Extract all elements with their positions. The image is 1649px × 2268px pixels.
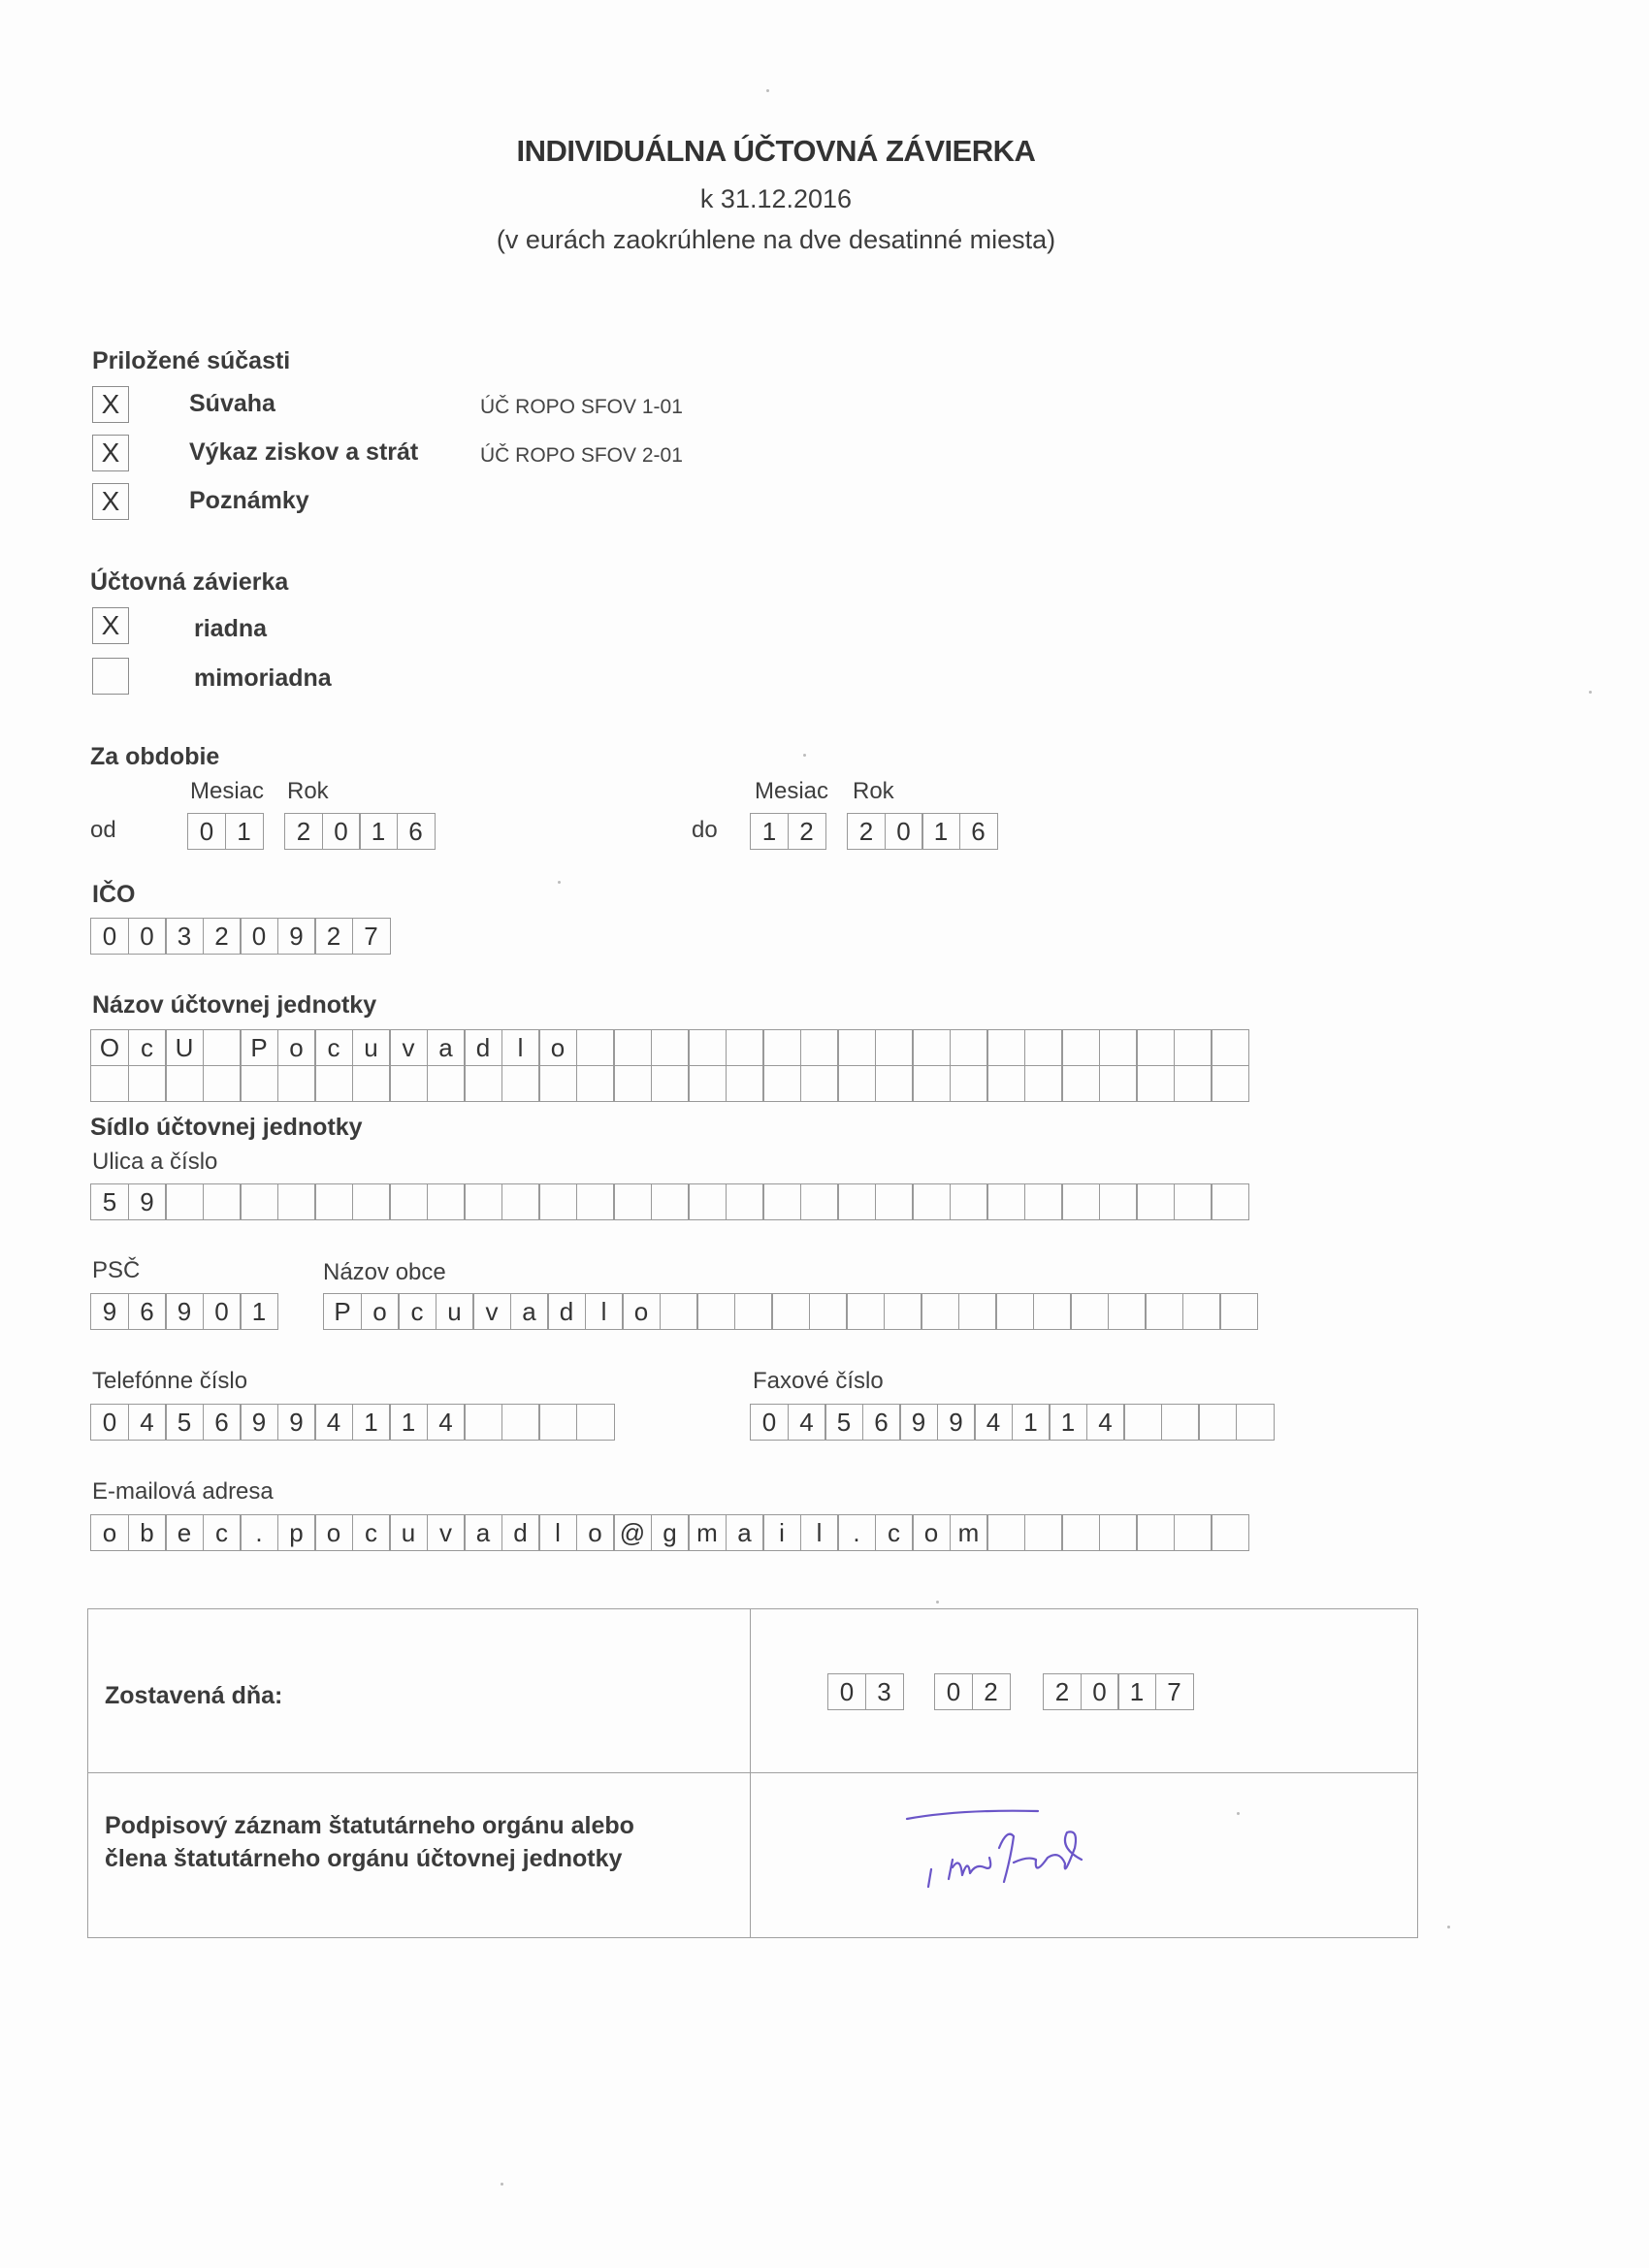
char-box[interactable]: 9	[90, 1293, 129, 1330]
char-box[interactable]: 1	[922, 813, 960, 850]
char-box[interactable]: 6	[203, 1404, 242, 1441]
char-box[interactable]	[912, 1183, 951, 1220]
char-box[interactable]: 7	[1155, 1673, 1194, 1710]
char-box[interactable]: d	[547, 1293, 586, 1330]
char-box[interactable]	[1211, 1514, 1249, 1551]
char-box[interactable]: 2	[847, 813, 886, 850]
char-box[interactable]	[1211, 1065, 1249, 1102]
char-box[interactable]: b	[128, 1514, 167, 1551]
signature-table	[87, 1608, 1418, 1938]
char-box[interactable]: 4	[1086, 1404, 1125, 1441]
char-box[interactable]: O	[90, 1029, 129, 1066]
char-box[interactable]	[1236, 1404, 1275, 1441]
char-box[interactable]	[165, 1065, 204, 1102]
char-box[interactable]: d	[464, 1029, 502, 1066]
char-box[interactable]: 0	[885, 813, 923, 850]
char-box[interactable]: l	[538, 1514, 577, 1551]
char-box[interactable]	[1024, 1514, 1063, 1551]
checkbox-suvaha[interactable]: X	[92, 386, 129, 423]
to-year-label: Rok	[853, 778, 894, 804]
checkbox-mimoriadna[interactable]	[92, 658, 129, 695]
char-box[interactable]	[1099, 1183, 1138, 1220]
char-box[interactable]: 1	[352, 1404, 391, 1441]
char-box[interactable]	[986, 1029, 1025, 1066]
char-box[interactable]: 2	[788, 813, 826, 850]
char-box[interactable]: c	[352, 1514, 391, 1551]
entity-name-row-2[interactable]	[90, 1065, 1248, 1102]
char-box[interactable]: c	[398, 1293, 436, 1330]
char-box[interactable]	[352, 1065, 391, 1102]
char-box[interactable]: o	[314, 1514, 353, 1551]
fax-boxes[interactable]	[750, 1404, 1273, 1441]
char-box[interactable]: @	[613, 1514, 652, 1551]
char-box[interactable]	[1136, 1029, 1175, 1066]
closing-type-heading: Účtovná závierka	[90, 568, 289, 596]
char-box[interactable]	[501, 1404, 540, 1441]
char-box[interactable]: 0	[322, 813, 361, 850]
label-vykaz: Výkaz ziskov a strát	[189, 438, 419, 466]
char-box[interactable]	[1099, 1514, 1138, 1551]
table-row-divider	[87, 1772, 1418, 1773]
char-box[interactable]	[734, 1293, 773, 1330]
char-box[interactable]	[277, 1183, 316, 1220]
char-box[interactable]	[501, 1065, 540, 1102]
char-box[interactable]: 1	[1117, 1673, 1156, 1710]
char-box[interactable]: P	[323, 1293, 362, 1330]
char-box[interactable]	[427, 1183, 466, 1220]
code-vykaz: ÚČ ROPO SFOV 2-01	[480, 444, 683, 467]
char-box[interactable]	[809, 1293, 848, 1330]
char-box[interactable]	[314, 1065, 353, 1102]
char-box[interactable]	[875, 1183, 914, 1220]
checkbox-vykaz[interactable]: X	[92, 435, 129, 471]
char-box[interactable]	[277, 1065, 316, 1102]
to-label: do	[692, 817, 718, 843]
psc-boxes[interactable]	[90, 1293, 277, 1330]
char-box[interactable]	[576, 1404, 615, 1441]
char-box[interactable]	[884, 1293, 922, 1330]
char-box[interactable]	[762, 1183, 801, 1220]
char-box[interactable]: 3	[165, 918, 204, 955]
char-box[interactable]	[1174, 1514, 1212, 1551]
char-box[interactable]	[352, 1183, 391, 1220]
char-box[interactable]	[651, 1029, 690, 1066]
char-box[interactable]	[314, 1183, 353, 1220]
char-box[interactable]	[696, 1293, 735, 1330]
attachments-heading: Priložené súčasti	[92, 347, 291, 374]
char-box[interactable]	[660, 1293, 698, 1330]
entity-name-label: Názov účtovnej jednotky	[92, 991, 377, 1019]
char-box[interactable]: 4	[427, 1404, 466, 1441]
char-box[interactable]	[1070, 1293, 1109, 1330]
char-box[interactable]: m	[688, 1514, 727, 1551]
phone-label: Telefónne číslo	[92, 1368, 248, 1394]
char-box[interactable]: l	[501, 1029, 540, 1066]
char-box[interactable]	[688, 1029, 727, 1066]
char-box[interactable]: 9	[165, 1293, 204, 1330]
char-box[interactable]: o	[277, 1029, 316, 1066]
fax-label: Faxové číslo	[753, 1368, 884, 1394]
email-boxes[interactable]	[90, 1514, 1248, 1551]
char-box[interactable]	[1033, 1293, 1072, 1330]
char-box[interactable]: o	[538, 1029, 577, 1066]
char-box[interactable]	[427, 1065, 466, 1102]
signature-strokes	[907, 1811, 1082, 1887]
char-box[interactable]	[576, 1029, 615, 1066]
char-box[interactable]: 2	[972, 1673, 1011, 1710]
char-box[interactable]: 9	[277, 918, 316, 955]
char-box[interactable]: 5	[165, 1404, 204, 1441]
seat-label: Sídlo účtovnej jednotky	[90, 1114, 363, 1141]
from-month-boxes[interactable]	[187, 813, 262, 850]
char-box[interactable]	[837, 1029, 876, 1066]
char-box[interactable]: 9	[128, 1183, 167, 1220]
char-box[interactable]: 0	[90, 1404, 129, 1441]
char-box[interactable]	[389, 1183, 428, 1220]
char-box[interactable]	[875, 1029, 914, 1066]
char-box[interactable]: o	[361, 1293, 400, 1330]
scan-speck	[1237, 1812, 1240, 1815]
to-month-boxes[interactable]	[750, 813, 824, 850]
town-label: Názov obce	[323, 1259, 446, 1285]
email-label: E-mailová adresa	[92, 1478, 274, 1505]
char-box[interactable]	[800, 1183, 839, 1220]
scan-speck	[766, 89, 769, 92]
char-box[interactable]	[1061, 1183, 1100, 1220]
compiled-day-boxes[interactable]	[827, 1673, 902, 1710]
from-year-boxes[interactable]	[284, 813, 434, 850]
char-box[interactable]: 0	[90, 918, 129, 955]
char-box[interactable]: p	[277, 1514, 316, 1551]
char-box[interactable]	[1174, 1183, 1212, 1220]
char-box[interactable]	[800, 1029, 839, 1066]
char-box[interactable]: 9	[899, 1404, 938, 1441]
char-box[interactable]	[846, 1293, 885, 1330]
checkbox-poznamky[interactable]: X	[92, 483, 129, 520]
char-box[interactable]: 4	[314, 1404, 353, 1441]
char-box[interactable]: 0	[934, 1673, 973, 1710]
char-box[interactable]	[950, 1183, 988, 1220]
char-box[interactable]: 2	[1043, 1673, 1082, 1710]
char-box[interactable]	[726, 1029, 764, 1066]
char-box[interactable]	[1099, 1065, 1138, 1102]
char-box[interactable]: l	[800, 1514, 839, 1551]
char-box[interactable]	[613, 1183, 652, 1220]
char-box[interactable]: 0	[128, 918, 167, 955]
char-box[interactable]	[950, 1029, 988, 1066]
char-box[interactable]: c	[314, 1029, 353, 1066]
to-year-boxes[interactable]	[847, 813, 996, 850]
char-box[interactable]	[203, 1183, 242, 1220]
signature-label-line-2: člena štatutárneho orgánu účtovnej jednotky	[105, 1845, 623, 1872]
char-box[interactable]	[762, 1029, 801, 1066]
char-box[interactable]: P	[240, 1029, 278, 1066]
char-box[interactable]: g	[651, 1514, 690, 1551]
street-label: Ulica a číslo	[92, 1149, 218, 1175]
char-box[interactable]: 3	[865, 1673, 904, 1710]
char-box[interactable]: 1	[240, 1293, 278, 1330]
char-box[interactable]	[1174, 1029, 1212, 1066]
char-box[interactable]: o	[912, 1514, 951, 1551]
char-box[interactable]: 0	[750, 1404, 789, 1441]
char-box[interactable]	[1219, 1293, 1258, 1330]
char-box[interactable]: 6	[128, 1293, 167, 1330]
scan-speck	[1447, 1926, 1450, 1928]
char-box[interactable]: e	[165, 1514, 204, 1551]
char-box[interactable]: o	[90, 1514, 129, 1551]
char-box[interactable]	[800, 1065, 839, 1102]
town-boxes[interactable]	[323, 1293, 1257, 1330]
street-boxes[interactable]	[90, 1183, 1248, 1220]
char-box[interactable]: 2	[203, 918, 242, 955]
label-mimoriadna: mimoriadna	[194, 664, 332, 692]
compiled-year-boxes[interactable]	[1043, 1673, 1192, 1710]
char-box[interactable]	[912, 1065, 951, 1102]
char-box[interactable]	[240, 1183, 278, 1220]
char-box[interactable]	[995, 1293, 1034, 1330]
scan-speck	[803, 754, 806, 757]
char-box[interactable]	[165, 1183, 204, 1220]
char-box[interactable]	[464, 1183, 502, 1220]
char-box[interactable]: o	[576, 1514, 615, 1551]
char-box[interactable]: 5	[824, 1404, 863, 1441]
char-box[interactable]: l	[585, 1293, 624, 1330]
char-box[interactable]	[1108, 1293, 1147, 1330]
from-year-label: Rok	[287, 778, 329, 804]
char-box[interactable]: 4	[788, 1404, 826, 1441]
char-box[interactable]: o	[622, 1293, 661, 1330]
char-box[interactable]: c	[203, 1514, 242, 1551]
currency-note: (v eurách zaokrúhlene na dve desatinné miesta)	[496, 225, 1056, 254]
char-box[interactable]: 0	[187, 813, 226, 850]
char-box[interactable]	[986, 1183, 1025, 1220]
char-box[interactable]: 1	[750, 813, 789, 850]
checkbox-riadna[interactable]: X	[92, 607, 129, 644]
char-box[interactable]	[576, 1183, 615, 1220]
char-box[interactable]: v	[472, 1293, 511, 1330]
entity-name-row-1[interactable]	[90, 1029, 1248, 1066]
period-heading: Za obdobie	[90, 743, 220, 770]
char-box[interactable]: 0	[1081, 1673, 1119, 1710]
char-box[interactable]	[1061, 1514, 1100, 1551]
char-box[interactable]: 1	[1049, 1404, 1087, 1441]
char-box[interactable]	[1024, 1065, 1063, 1102]
scan-speck	[1589, 691, 1592, 694]
char-box[interactable]	[950, 1065, 988, 1102]
char-box[interactable]	[1123, 1404, 1162, 1441]
char-box[interactable]	[771, 1293, 810, 1330]
psc-label: PSČ	[92, 1257, 141, 1283]
char-box[interactable]	[203, 1029, 242, 1066]
char-box[interactable]: 5	[90, 1183, 129, 1220]
label-riadna: riadna	[194, 615, 268, 642]
label-poznamky: Poznámky	[189, 487, 309, 514]
char-box[interactable]	[538, 1065, 577, 1102]
document-date: k 31.12.2016	[699, 184, 853, 213]
phone-boxes[interactable]	[90, 1404, 613, 1441]
char-box[interactable]	[1161, 1404, 1200, 1441]
char-box[interactable]: 1	[1012, 1404, 1051, 1441]
char-box[interactable]: 2	[314, 918, 353, 955]
scan-speck	[936, 1601, 939, 1604]
char-box[interactable]: c	[128, 1029, 167, 1066]
document-title: INDIVIDUÁLNA ÚČTOVNÁ ZÁVIERKA	[516, 134, 1036, 168]
char-box[interactable]: v	[427, 1514, 466, 1551]
code-suvaha: ÚČ ROPO SFOV 1-01	[480, 396, 683, 418]
char-box[interactable]: 1	[359, 813, 398, 850]
char-box[interactable]	[762, 1065, 801, 1102]
char-box[interactable]: c	[875, 1514, 914, 1551]
char-box[interactable]: 4	[128, 1404, 167, 1441]
char-box[interactable]	[464, 1404, 502, 1441]
compiled-label: Zostavená dňa:	[105, 1682, 283, 1709]
char-box[interactable]: m	[950, 1514, 988, 1551]
char-box[interactable]	[1136, 1065, 1175, 1102]
scan-speck	[501, 2183, 503, 2186]
char-box[interactable]	[1099, 1029, 1138, 1066]
char-box[interactable]	[538, 1183, 577, 1220]
char-box[interactable]: u	[352, 1029, 391, 1066]
char-box[interactable]	[613, 1065, 652, 1102]
char-box[interactable]	[613, 1029, 652, 1066]
char-box[interactable]	[875, 1065, 914, 1102]
char-box[interactable]: 0	[203, 1293, 242, 1330]
char-box[interactable]	[1211, 1183, 1249, 1220]
char-box[interactable]: a	[726, 1514, 764, 1551]
char-box[interactable]	[837, 1065, 876, 1102]
char-box[interactable]	[1145, 1293, 1183, 1330]
char-box[interactable]: 6	[397, 813, 436, 850]
table-column-divider	[750, 1608, 751, 1938]
char-box[interactable]: i	[762, 1514, 801, 1551]
char-box[interactable]: a	[464, 1514, 502, 1551]
handwritten-signature	[892, 1790, 1183, 1916]
char-box[interactable]: 6	[959, 813, 998, 850]
char-box[interactable]	[986, 1514, 1025, 1551]
char-box[interactable]	[726, 1183, 764, 1220]
char-box[interactable]: u	[436, 1293, 474, 1330]
char-box[interactable]	[1136, 1183, 1175, 1220]
char-box[interactable]	[501, 1183, 540, 1220]
char-box[interactable]: 2	[284, 813, 323, 850]
char-box[interactable]	[240, 1065, 278, 1102]
signature-label-line-1: Podpisový záznam štatutárneho orgánu alebo	[105, 1812, 634, 1839]
char-box[interactable]: .	[240, 1514, 278, 1551]
char-box[interactable]	[576, 1065, 615, 1102]
char-box[interactable]: 7	[352, 918, 391, 955]
char-box[interactable]	[1061, 1065, 1100, 1102]
char-box[interactable]	[203, 1065, 242, 1102]
char-box[interactable]	[464, 1065, 502, 1102]
scan-speck	[558, 881, 561, 884]
char-box[interactable]: 9	[277, 1404, 316, 1441]
char-box[interactable]	[1061, 1029, 1100, 1066]
char-box[interactable]: 1	[225, 813, 264, 850]
char-box[interactable]	[128, 1065, 167, 1102]
char-box[interactable]	[1198, 1404, 1237, 1441]
char-box[interactable]	[1024, 1029, 1063, 1066]
char-box[interactable]: u	[389, 1514, 428, 1551]
from-label: od	[90, 817, 116, 843]
char-box[interactable]	[688, 1065, 727, 1102]
char-box[interactable]	[90, 1065, 129, 1102]
char-box[interactable]	[726, 1065, 764, 1102]
ico-boxes[interactable]	[90, 918, 389, 955]
char-box[interactable]: 0	[827, 1673, 866, 1710]
label-suvaha: Súvaha	[189, 390, 275, 417]
char-box[interactable]	[1211, 1029, 1249, 1066]
char-box[interactable]	[651, 1183, 690, 1220]
char-box[interactable]	[921, 1293, 959, 1330]
char-box[interactable]	[1182, 1293, 1221, 1330]
char-box[interactable]: 4	[974, 1404, 1013, 1441]
char-box[interactable]	[389, 1065, 428, 1102]
char-box[interactable]: 9	[937, 1404, 976, 1441]
char-box[interactable]: .	[837, 1514, 876, 1551]
char-box[interactable]	[837, 1183, 876, 1220]
char-box[interactable]: 9	[240, 1404, 278, 1441]
ico-label: IČO	[92, 881, 136, 908]
char-box[interactable]	[538, 1404, 577, 1441]
char-box[interactable]	[986, 1065, 1025, 1102]
char-box[interactable]: a	[510, 1293, 549, 1330]
char-box[interactable]: 0	[240, 918, 278, 955]
char-box[interactable]: U	[165, 1029, 204, 1066]
char-box[interactable]	[1136, 1514, 1175, 1551]
from-month-label: Mesiac	[190, 778, 265, 804]
char-box[interactable]	[958, 1293, 997, 1330]
char-box[interactable]: d	[501, 1514, 540, 1551]
char-box[interactable]: v	[389, 1029, 428, 1066]
char-box[interactable]	[912, 1029, 951, 1066]
char-box[interactable]	[1024, 1183, 1063, 1220]
char-box[interactable]	[1174, 1065, 1212, 1102]
char-box[interactable]: 1	[389, 1404, 428, 1441]
char-box[interactable]	[651, 1065, 690, 1102]
compiled-month-boxes[interactable]	[934, 1673, 1009, 1710]
char-box[interactable]	[688, 1183, 727, 1220]
to-month-label: Mesiac	[755, 778, 829, 804]
char-box[interactable]: a	[427, 1029, 466, 1066]
char-box[interactable]: 6	[862, 1404, 901, 1441]
